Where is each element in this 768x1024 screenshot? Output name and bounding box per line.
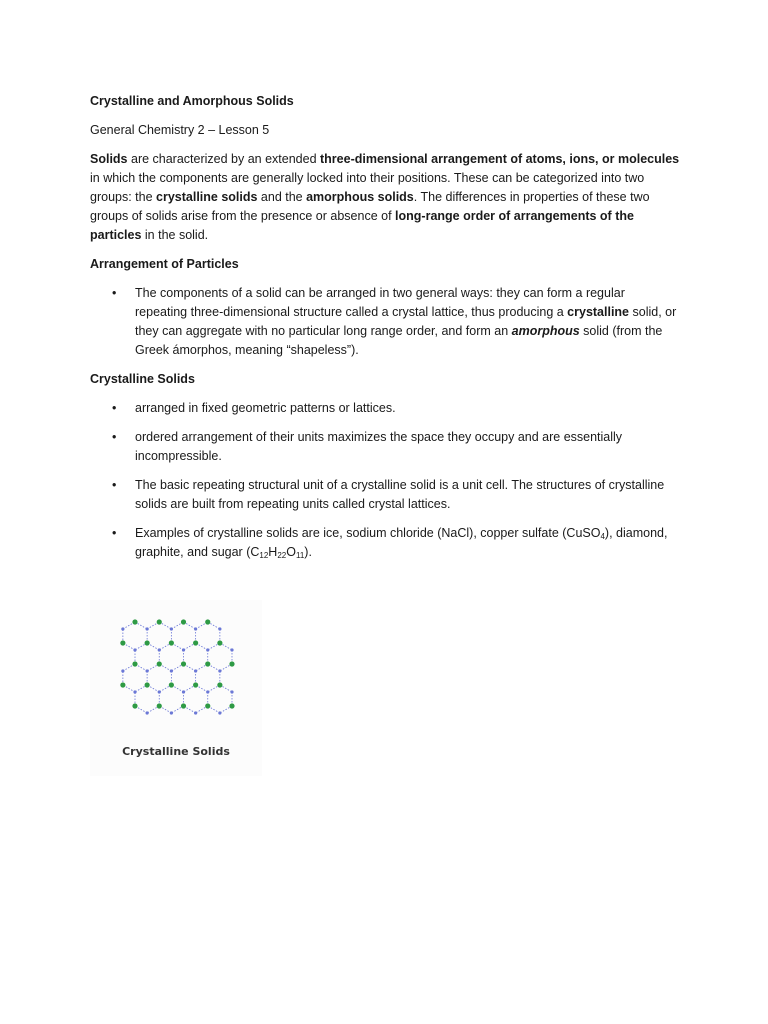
lattice-atom [146, 711, 149, 714]
list-item [90, 284, 680, 360]
lattice-atom [121, 669, 124, 672]
lattice-atom [170, 669, 173, 672]
intro-emphasis: three-dimensional arrangement of atoms, ions, or molecules [320, 152, 680, 166]
lattice-atom [182, 690, 185, 693]
list-item-text: The components of a solid can be arranged in two general ways: they can form a regular repeating three-dimensional structure called a crystal lattice, thus producing a [135, 286, 625, 319]
list-item [90, 476, 680, 514]
intro-term-crystalline: crystalline solids [156, 190, 258, 204]
subscript: 4 [600, 532, 605, 541]
list-item-text: Examples of crystalline solids are ice, sodium chloride (NaCl), copper sulfate (CuSO [135, 526, 601, 540]
list-item-text: arranged in fixed geometric patterns or lattices. [135, 401, 396, 415]
list-item-text: solid, or they can aggregate with no particular long range order, and form an [135, 305, 677, 338]
intro-term-amorphous: amorphous solids [306, 190, 414, 204]
lattice-atom [133, 690, 136, 693]
lattice-atom [194, 669, 197, 672]
lattice-atom [157, 619, 162, 624]
intro-term-solids: Solids [90, 152, 128, 166]
lattice-atom [132, 619, 137, 624]
lattice-atom [230, 648, 233, 651]
lattice-atom [206, 690, 209, 693]
lattice-atom [182, 648, 185, 651]
document-subtitle: General Chemistry 2 – Lesson 5 [90, 123, 270, 137]
bullet-icon: • [112, 401, 117, 415]
lattice-atom [146, 627, 149, 630]
lattice-atom [205, 661, 210, 666]
honeycomb-lattice-illustration [90, 600, 262, 740]
list-item-bold-italic: amorphous [511, 324, 580, 338]
lattice-atom [229, 703, 234, 708]
bullet-icon: • [112, 430, 117, 444]
section-heading-arrangement: Arrangement of Particles [90, 257, 239, 271]
list-item-text: ). [304, 545, 312, 559]
lattice-atom [132, 661, 137, 666]
lattice-atom [145, 682, 150, 687]
lattice-atom [205, 703, 210, 708]
intro-emphasis: long-range order of arrangements of the particles [90, 209, 634, 242]
lattice-atom [121, 627, 124, 630]
bullet-icon: • [112, 478, 117, 492]
lattice-atom [169, 682, 174, 687]
lattice-atom [157, 661, 162, 666]
document-title: Crystalline and Amorphous Solids [90, 94, 294, 108]
subscript: 12 [259, 551, 269, 560]
lattice-atom [120, 682, 125, 687]
list-item-text: solid (from the Greek ámorphos, meaning “shapeless”). [135, 324, 663, 357]
section-heading-crystalline: Crystalline Solids [90, 372, 195, 386]
lattice-atom [146, 669, 149, 672]
document-body [90, 92, 680, 572]
lattice-atom [218, 669, 221, 672]
list-item [90, 399, 680, 418]
list-item-text: The basic repeating structural unit of a crystalline solid is a unit cell. The structures of crystalline solids are built from repeating units called crystal lattices. [135, 478, 665, 511]
list-item-bold: crystalline [567, 305, 630, 319]
lattice-atom [120, 640, 125, 645]
lattice-atom [133, 648, 136, 651]
list-item [90, 428, 680, 466]
arrangement-list [90, 284, 680, 360]
list-item-text: ), diamond, graphite, and sugar (C [135, 526, 668, 559]
lattice-atom [132, 703, 137, 708]
lattice-atom [206, 648, 209, 651]
bullet-icon: • [112, 286, 117, 300]
list-item-text: ordered arrangement of their units maximizes the space they occupy and are essentially incompressible. [135, 430, 623, 463]
lattice-atom [181, 619, 186, 624]
lattice-atom [158, 648, 161, 651]
lattice-atom [217, 640, 222, 645]
lattice-atom [157, 703, 162, 708]
lattice-atom [158, 690, 161, 693]
lattice-atom [145, 640, 150, 645]
lattice-atom [205, 619, 210, 624]
crystalline-lattice-figure [90, 600, 262, 776]
intro-paragraph [90, 150, 680, 245]
lattice-atom [194, 711, 197, 714]
bullet-icon: • [112, 526, 117, 540]
lattice-atom [230, 690, 233, 693]
intro-text: in which the components are generally locked into their positions. These can be categorized into two groups: the [90, 171, 645, 204]
list-item-text: H [268, 545, 278, 559]
lattice-atom [169, 640, 174, 645]
lattice-atom [170, 711, 173, 714]
lattice-atom [229, 661, 234, 666]
lattice-atom [218, 627, 221, 630]
lattice-atom [181, 703, 186, 708]
list-item-text: O [286, 545, 296, 559]
figure-caption: Crystalline Solids [122, 745, 230, 758]
intro-text: are characterized by an extended [127, 152, 320, 166]
intro-text: in the solid. [141, 228, 209, 242]
lattice-atom [181, 661, 186, 666]
list-item [90, 524, 680, 562]
subscript: 11 [295, 551, 305, 560]
lattice-atom [218, 711, 221, 714]
intro-text: . The differences in properties of these two groups of solids arise from the presence or absence of [90, 190, 650, 223]
lattice-atom [194, 627, 197, 630]
subscript: 22 [277, 551, 287, 560]
lattice-atom [170, 627, 173, 630]
intro-text: and the [257, 190, 307, 204]
lattice-atom [193, 682, 198, 687]
lattice-atom [193, 640, 198, 645]
crystalline-list [90, 399, 680, 562]
lattice-atom [217, 682, 222, 687]
